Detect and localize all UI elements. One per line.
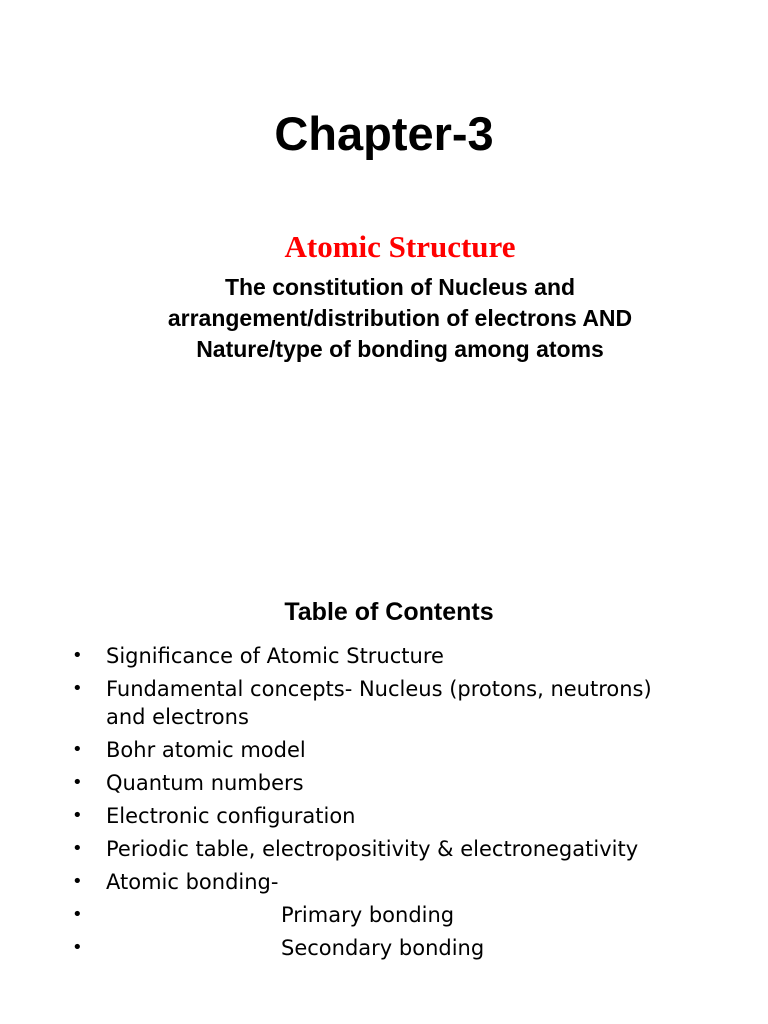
chapter-description [0,272,768,365]
toc-heading: Table of Contents [284,598,494,626]
toc-item-text: Secondary bonding [281,936,485,960]
bullet-icon: • [72,871,83,892]
bullet-icon: • [72,739,83,760]
toc-item-text: Quantum numbers [106,771,304,795]
bullet-icon: • [72,904,83,925]
toc-item-text: Bohr atomic model [106,738,306,762]
toc-list [0,642,768,967]
description-line: The constitution of Nucleus and [224,274,576,300]
toc-item [0,736,666,764]
bullet-icon: • [72,805,83,826]
toc-item-text: Periodic table, electropositivity & electronegativity [106,837,639,861]
toc-item [0,675,666,731]
toc-item-text: Electronic configuration [106,804,356,828]
toc-item-text: Primary bonding [281,903,455,927]
toc-item-text: Significance of Atomic Structure [106,644,444,668]
toc-item [0,802,666,830]
chapter-title: Chapter-3 [274,107,494,160]
toc-item-text: Atomic bonding- [106,870,279,894]
bullet-icon: • [72,937,83,958]
toc-item [0,868,666,896]
bullet-icon: • [72,838,83,859]
toc-subitem [0,934,666,962]
toc-item-text: Fundamental concepts- Nucleus (protons, neutrons) and electrons [106,677,652,729]
toc-item [0,769,666,797]
bullet-icon: • [72,678,83,699]
toc-subitem [0,901,666,929]
description-line: Nature/type of bonding among atoms [196,336,604,362]
description-line: arrangement/distribution of electrons AND [167,305,633,331]
bullet-icon: • [72,645,83,666]
toc-item [0,642,666,670]
bullet-icon: • [72,772,83,793]
subject-title: Atomic Structure [284,229,516,264]
toc-item [0,835,666,863]
